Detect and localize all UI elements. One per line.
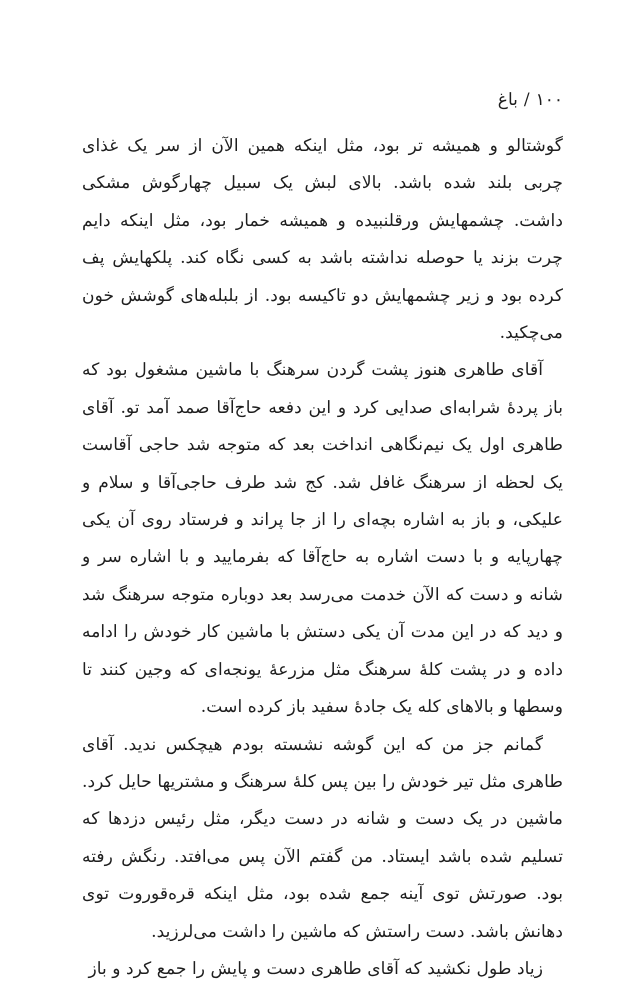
paragraph-2: آقای طاهری هنوز پشت گردن سرهنگ با ماشین مشغول بود که باز پردهٔ شرابه‌ای صدایی کرد و این دفعه حاج‌آقا صمد آمد تو. آقای طاهری اول یک نیم‌نگاهی انداخت بعد که متوجه شد حاجی آقاست یک لحظه از سرهنگ غافل شد. کج شد طرف حاجی‌آقا و سلام و علیکی، و باز به اشاره بچه‌ای را از جا پراند و فرستاد روی آن یکی چهارپایه و با دست اشاره به حاج‌آقا که بفرمایید و با اشاره سر و شانه و دست که الآن خدمت می‌رسد بعد دوباره متوجه سرهنگ شد و دید که در این مدت آن یکی دستش با ماشین کار خودش را ادامه داده و در پشت کلهٔ سرهنگ مثل مزرعهٔ یونجه‌ای که وجین کنند تا وسطها و بالاهای کله یک جادهٔ سفید باز کرده است. [82,360,563,718]
page-number: ۱۰۰ [535,90,563,110]
header-separator: / [523,90,530,110]
running-head [498,88,563,112]
paragraph-1: گوشتالو و همیشه تر بود، مثل اینکه همین الآن از سر یک غذای چربی بلند شده باشد. بالای لبش یک سبیل چهارگوش مشکی داشت. چشمهایش ورقلنبیده و همیشه خمار بود، مثل اینکه دایم چرت بزند یا حوصله نداشته باشد به کسی نگاه کند. پلکهایش پف کرده بود و زیر چشمهایش دو تاکیسه بود. از بلبله‌های گوشش خون می‌چکید. [82,136,563,344]
running-title: باغ [497,90,518,110]
body-text [82,128,563,988]
paragraph-3: گمانم جز من که این گوشه نشسته بودم هیچکس ندید. آقای طاهری مثل تیر خودش را بین پس کلهٔ سرهنگ و مشتریها حایل کرد. ماشین در یک دست و شانه در دست دیگر، مثل رئیس دزدها که تسلیم شده باشد ایستاد. من گفتم الآن پس می‌افتد. رنگش رفته بود. صورتش توی آینه جمع شده بود، مثل اینکه قره‌قوروت توی دهانش باشد. دست راستش که ماشین را داشت می‌لرزید. [82,734,563,942]
paragraph-4: زیاد طول نکشید که آقای طاهری دست و پایش را جمع کرد و باز [88,958,543,979]
